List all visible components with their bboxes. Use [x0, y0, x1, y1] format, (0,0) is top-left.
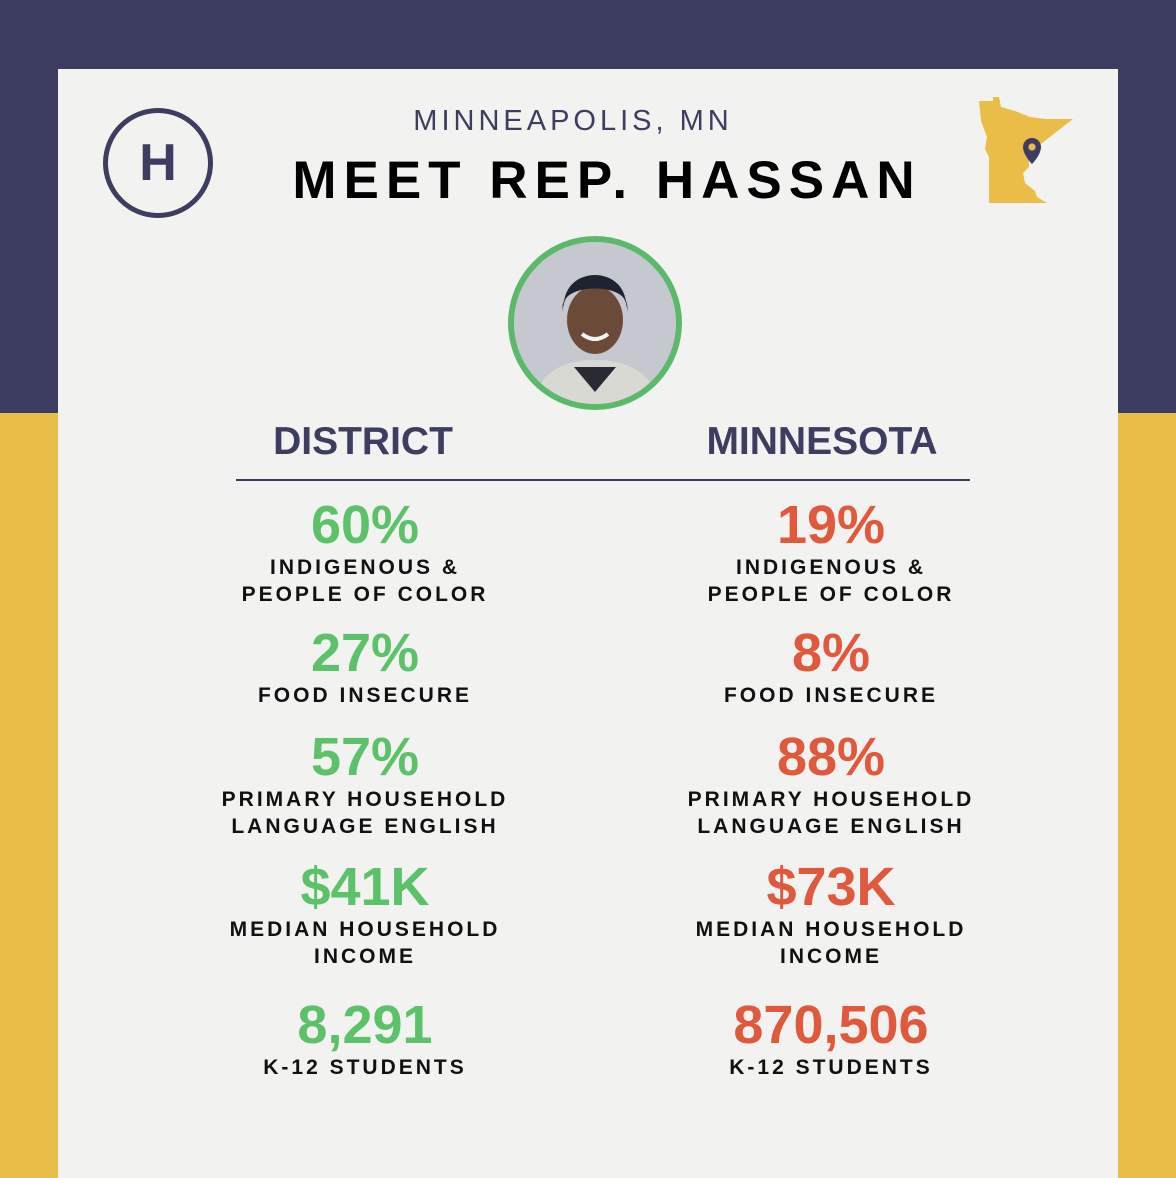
stat-value: 57%: [310, 727, 420, 787]
district-stat-food: [190, 623, 540, 709]
state-stat-income: [655, 857, 1007, 970]
state-stat-food: [655, 623, 1007, 709]
stat-value: 8,291: [297, 995, 433, 1055]
stat-label: K-12 STUDENTS: [263, 1056, 467, 1079]
stat-value: $73K: [766, 857, 896, 917]
stat-label: FOOD INSECURE: [257, 684, 472, 707]
stat-value: 88%: [776, 727, 886, 787]
page-title: MEET REP. HASSAN: [292, 151, 922, 210]
stat-value: 19%: [776, 495, 886, 555]
logo-letter: H: [139, 134, 177, 192]
stat-value: 27%: [310, 623, 420, 683]
state-stat-students: [655, 995, 1007, 1081]
stat-label: FOOD INSECURE: [723, 684, 938, 707]
stat-value: $41K: [300, 857, 430, 917]
stat-label: PRIMARY HOUSEHOLD LANGUAGE ENGLISH: [687, 788, 975, 838]
stat-value: 870,506: [733, 995, 929, 1055]
district-column-heading: DISTRICT: [273, 420, 453, 463]
location-subtitle: MINNEAPOLIS, MN: [413, 105, 733, 137]
district-stat-language: [190, 727, 540, 840]
district-stat-income: [190, 857, 540, 970]
stat-label: MEDIAN HOUSEHOLD INCOME: [229, 918, 501, 968]
stat-value: 60%: [310, 495, 420, 555]
heading-divider: [236, 479, 970, 481]
stat-value: 8%: [791, 623, 871, 683]
district-stat-poc: [190, 495, 540, 608]
stat-label: INDIGENOUS & PEOPLE OF COLOR: [241, 556, 489, 606]
stat-label: PRIMARY HOUSEHOLD LANGUAGE ENGLISH: [221, 788, 509, 838]
stat-label: K-12 STUDENTS: [729, 1056, 933, 1079]
state-stat-language: [655, 727, 1007, 840]
state-stat-poc: [655, 495, 1007, 608]
district-stat-students: [190, 995, 540, 1081]
stat-label: INDIGENOUS & PEOPLE OF COLOR: [707, 556, 955, 606]
minnesota-column-heading: MINNESOTA: [706, 420, 938, 463]
stat-label: MEDIAN HOUSEHOLD INCOME: [695, 918, 967, 968]
rep-portrait-photo: [508, 236, 682, 410]
minnesota-map-icon: [975, 97, 1077, 207]
